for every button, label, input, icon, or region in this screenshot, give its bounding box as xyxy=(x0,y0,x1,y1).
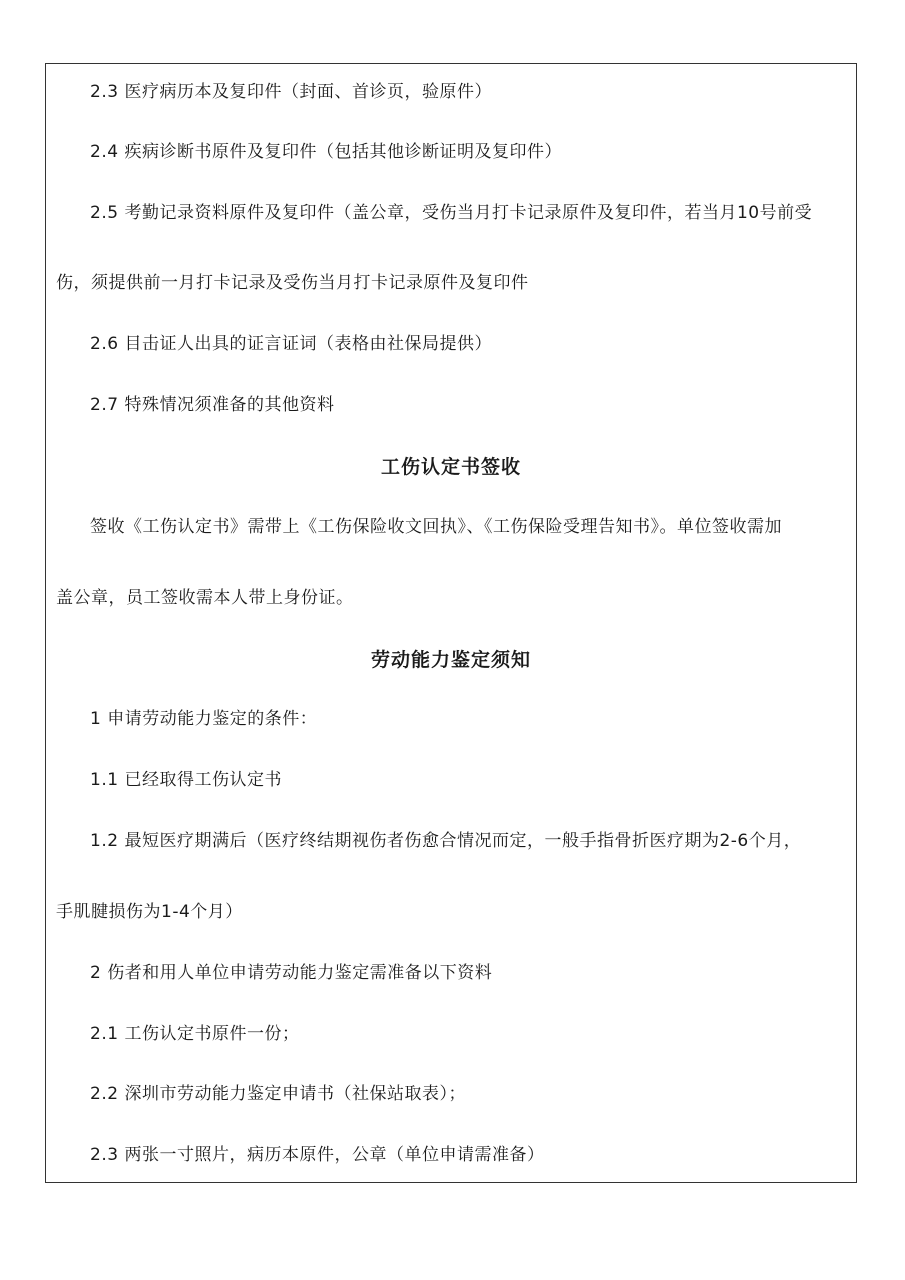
assessment-item-2: 2 伤者和用人单位申请劳动能力鉴定需准备以下资料 xyxy=(90,963,493,983)
item-2-4: 2.4 疾病诊断书原件及复印件（包括其他诊断证明及复印件） xyxy=(90,142,562,162)
assessment-item-1-2-cont: 手肌腱损伤为1-4个月） xyxy=(56,902,243,922)
receipt-paragraph-line-2: 盖公章，员工签收需本人带上身份证。 xyxy=(56,588,354,608)
assessment-item-1: 1 申请劳动能力鉴定的条件： xyxy=(90,709,318,729)
assessment-item-1-1: 1.1 已经取得工伤认定书 xyxy=(90,770,282,790)
receipt-paragraph-line-1: 签收《工伤认定书》需带上《工伤保险收文回执》、《工伤保险受理告知书》。单位签收需加 xyxy=(90,517,782,537)
item-2-5: 2.5 考勤记录资料原件及复印件（盖公章，受伤当月打卡记录原件及复印件，若当月10号前受 xyxy=(90,203,813,223)
assessment-item-2-1: 2.1 工伤认定书原件一份； xyxy=(90,1024,300,1044)
assessment-item-1-2: 1.2 最短医疗期满后（医疗终结期视伤者伤愈合情况而定，一般手指骨折医疗期为2-6个月， xyxy=(90,831,802,851)
assessment-item-2-3: 2.3 两张一寸照片，病历本原件，公章（单位申请需准备） xyxy=(90,1145,545,1165)
item-2-3: 2.3 医疗病历本及复印件（封面、首诊页，验原件） xyxy=(90,82,492,102)
item-2-6: 2.6 目击证人出具的证言证词（表格由社保局提供） xyxy=(90,334,492,354)
heading-assessment: 劳动能力鉴定须知 xyxy=(370,649,531,671)
assessment-item-2-2: 2.2 深圳市劳动能力鉴定申请书（社保站取表）； xyxy=(90,1084,466,1104)
item-2-7: 2.7 特殊情况须准备的其他资料 xyxy=(90,395,335,415)
heading-receipt: 工伤认定书签收 xyxy=(380,456,521,478)
document-frame xyxy=(45,63,857,1183)
item-2-5-cont: 伤，须提供前一月打卡记录及受伤当月打卡记录原件及复印件 xyxy=(56,273,529,293)
